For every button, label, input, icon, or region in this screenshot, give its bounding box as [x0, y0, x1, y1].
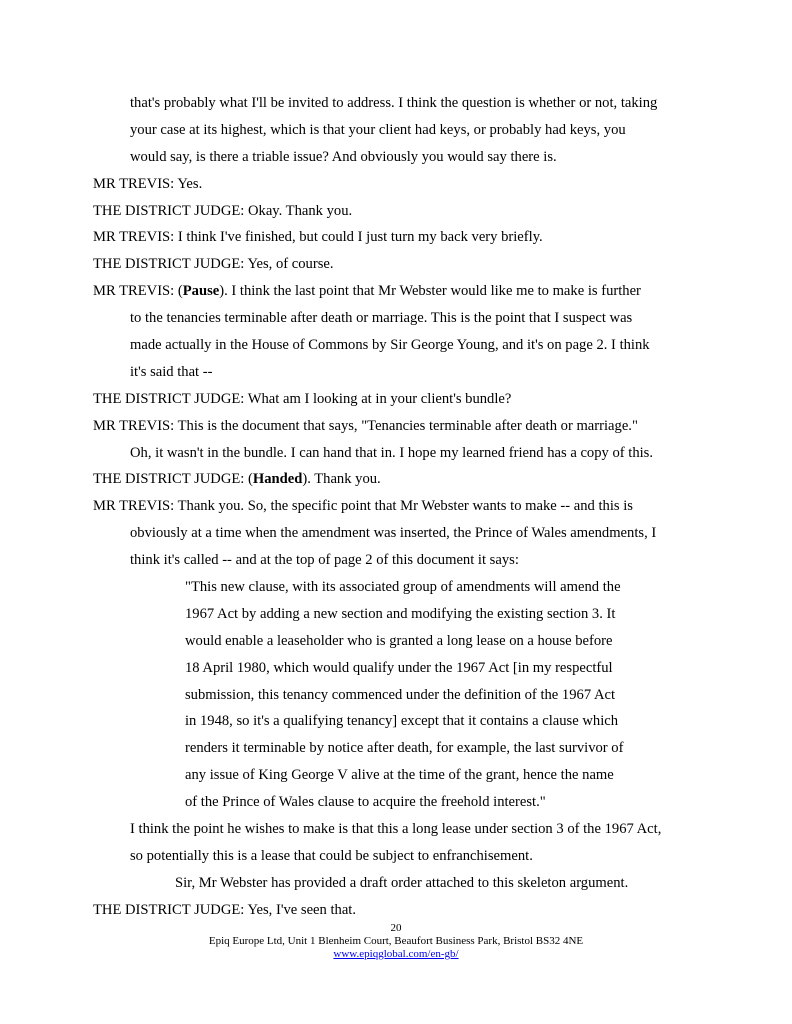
line-text: Sir, Mr Webster has provided a draft order attached to this skeleton argument.: [175, 874, 629, 891]
line-text: it's said that --: [130, 363, 213, 380]
transcript-line: [93, 520, 703, 547]
stage-direction: Handed: [252, 471, 303, 488]
line-text: so potentially this is a lease that could be subject to enfranchisement.: [130, 847, 533, 864]
line-text: MR TREVIS: (: [93, 283, 183, 300]
transcript-line: [93, 682, 703, 709]
transcript-line: [93, 547, 703, 574]
transcript-line: [93, 332, 703, 359]
transcript-line: [93, 897, 703, 924]
line-text: submission, this tenancy commenced under the definition of the 1967 Act: [185, 686, 616, 703]
company-address: Epiq Europe Ltd, Unit 1 Blenheim Court, Beaufort Business Park, Bristol BS32 4NE: [208, 935, 584, 947]
transcript-line: [93, 789, 703, 816]
transcript-line: [93, 708, 703, 735]
transcript-line: [93, 735, 703, 762]
line-text: 1967 Act by adding a new section and modifying the existing section 3. It: [185, 605, 616, 622]
transcript-line: [93, 843, 703, 870]
transcript-line: [93, 90, 703, 117]
line-text: THE DISTRICT JUDGE: (: [93, 471, 253, 488]
line-text: to the tenancies terminable after death or marriage. This is the point that I suspect was: [130, 310, 633, 327]
line-text: THE DISTRICT JUDGE: Yes, I've seen that.: [93, 901, 357, 918]
transcript-line: [93, 144, 703, 171]
website-link[interactable]: www.epiqglobal.com/en-gb/: [333, 948, 459, 960]
line-text: THE DISTRICT JUDGE: Okay. Thank you.: [93, 202, 353, 219]
line-text: that's probably what I'll be invited to address. I think the question is whether or not, taking: [130, 95, 658, 111]
line-text: in 1948, so it's a qualifying tenancy] except that it contains a clause which: [185, 713, 619, 730]
line-text: THE DISTRICT JUDGE: Yes, of course.: [93, 256, 334, 273]
transcript-line: [93, 601, 703, 628]
line-text: would enable a leaseholder who is granted a long lease on a house before: [185, 632, 613, 649]
line-text: obviously at a time when the amendment was inserted, the Prince of Wales amendments, I: [130, 525, 657, 542]
line-text: renders it terminable by notice after death, for example, the last survivor of: [185, 740, 624, 757]
transcript-line: [93, 413, 703, 440]
transcript-line: [93, 359, 703, 386]
transcript-body: [93, 90, 703, 924]
transcript-line: [93, 870, 703, 897]
line-text: MR TREVIS: This is the document that says, "Tenancies terminable after death or marriage.": [93, 417, 638, 434]
line-text: any issue of King George V alive at the time of the grant, hence the name: [185, 767, 614, 784]
line-text: MR TREVIS: I think I've finished, but could I just turn my back very briefly.: [93, 229, 543, 246]
line-text: MR TREVIS: Thank you. So, the specific point that Mr Webster wants to make -- and this is: [93, 498, 633, 515]
transcript-line: [93, 198, 703, 225]
transcript-line: [93, 466, 703, 493]
transcript-line: [93, 440, 703, 467]
transcript-line: [93, 386, 703, 413]
transcript-line: [93, 117, 703, 144]
transcript-line: [93, 655, 703, 682]
line-text: 18 April 1980, which would qualify under the 1967 Act [in my respectful: [185, 659, 613, 676]
line-text: MR TREVIS: Yes.: [93, 175, 203, 192]
transcript-line: [93, 574, 703, 601]
line-text: I think the point he wishes to make is that this a long lease under section 3 of the 1967 Act,: [130, 821, 662, 838]
transcript-line: [93, 305, 703, 332]
page-number: 20: [390, 922, 402, 934]
line-text: Oh, it wasn't in the bundle. I can hand that in. I hope my learned friend has a copy of this.: [130, 444, 654, 461]
line-text: ). Thank you.: [302, 471, 381, 488]
stage-direction: Pause: [182, 283, 220, 300]
transcript-line: [93, 171, 703, 198]
transcript-line: [93, 251, 703, 278]
line-text: your case at its highest, which is that your client had keys, or probably had keys, you: [130, 121, 626, 138]
line-text: of the Prince of Wales clause to acquire the freehold interest.": [185, 794, 546, 811]
line-text: THE DISTRICT JUDGE: What am I looking at in your client's bundle?: [93, 390, 512, 407]
transcript-line: [93, 762, 703, 789]
line-text: would say, is there a triable issue? And obviously you would say there is.: [130, 148, 557, 165]
transcript-line: [93, 816, 703, 843]
transcript-line: [93, 278, 703, 305]
line-text: made actually in the House of Commons by Sir George Young, and it's on page 2. I think: [130, 337, 650, 354]
line-text: think it's called -- and at the top of page 2 of this document it says:: [130, 552, 519, 569]
line-text: ). I think the last point that Mr Webster would like me to make is further: [219, 283, 641, 300]
transcript-line: [93, 224, 703, 251]
transcript-line: [93, 628, 703, 655]
transcript-line: [93, 493, 703, 520]
line-text: "This new clause, with its associated group of amendments will amend the: [185, 579, 621, 596]
